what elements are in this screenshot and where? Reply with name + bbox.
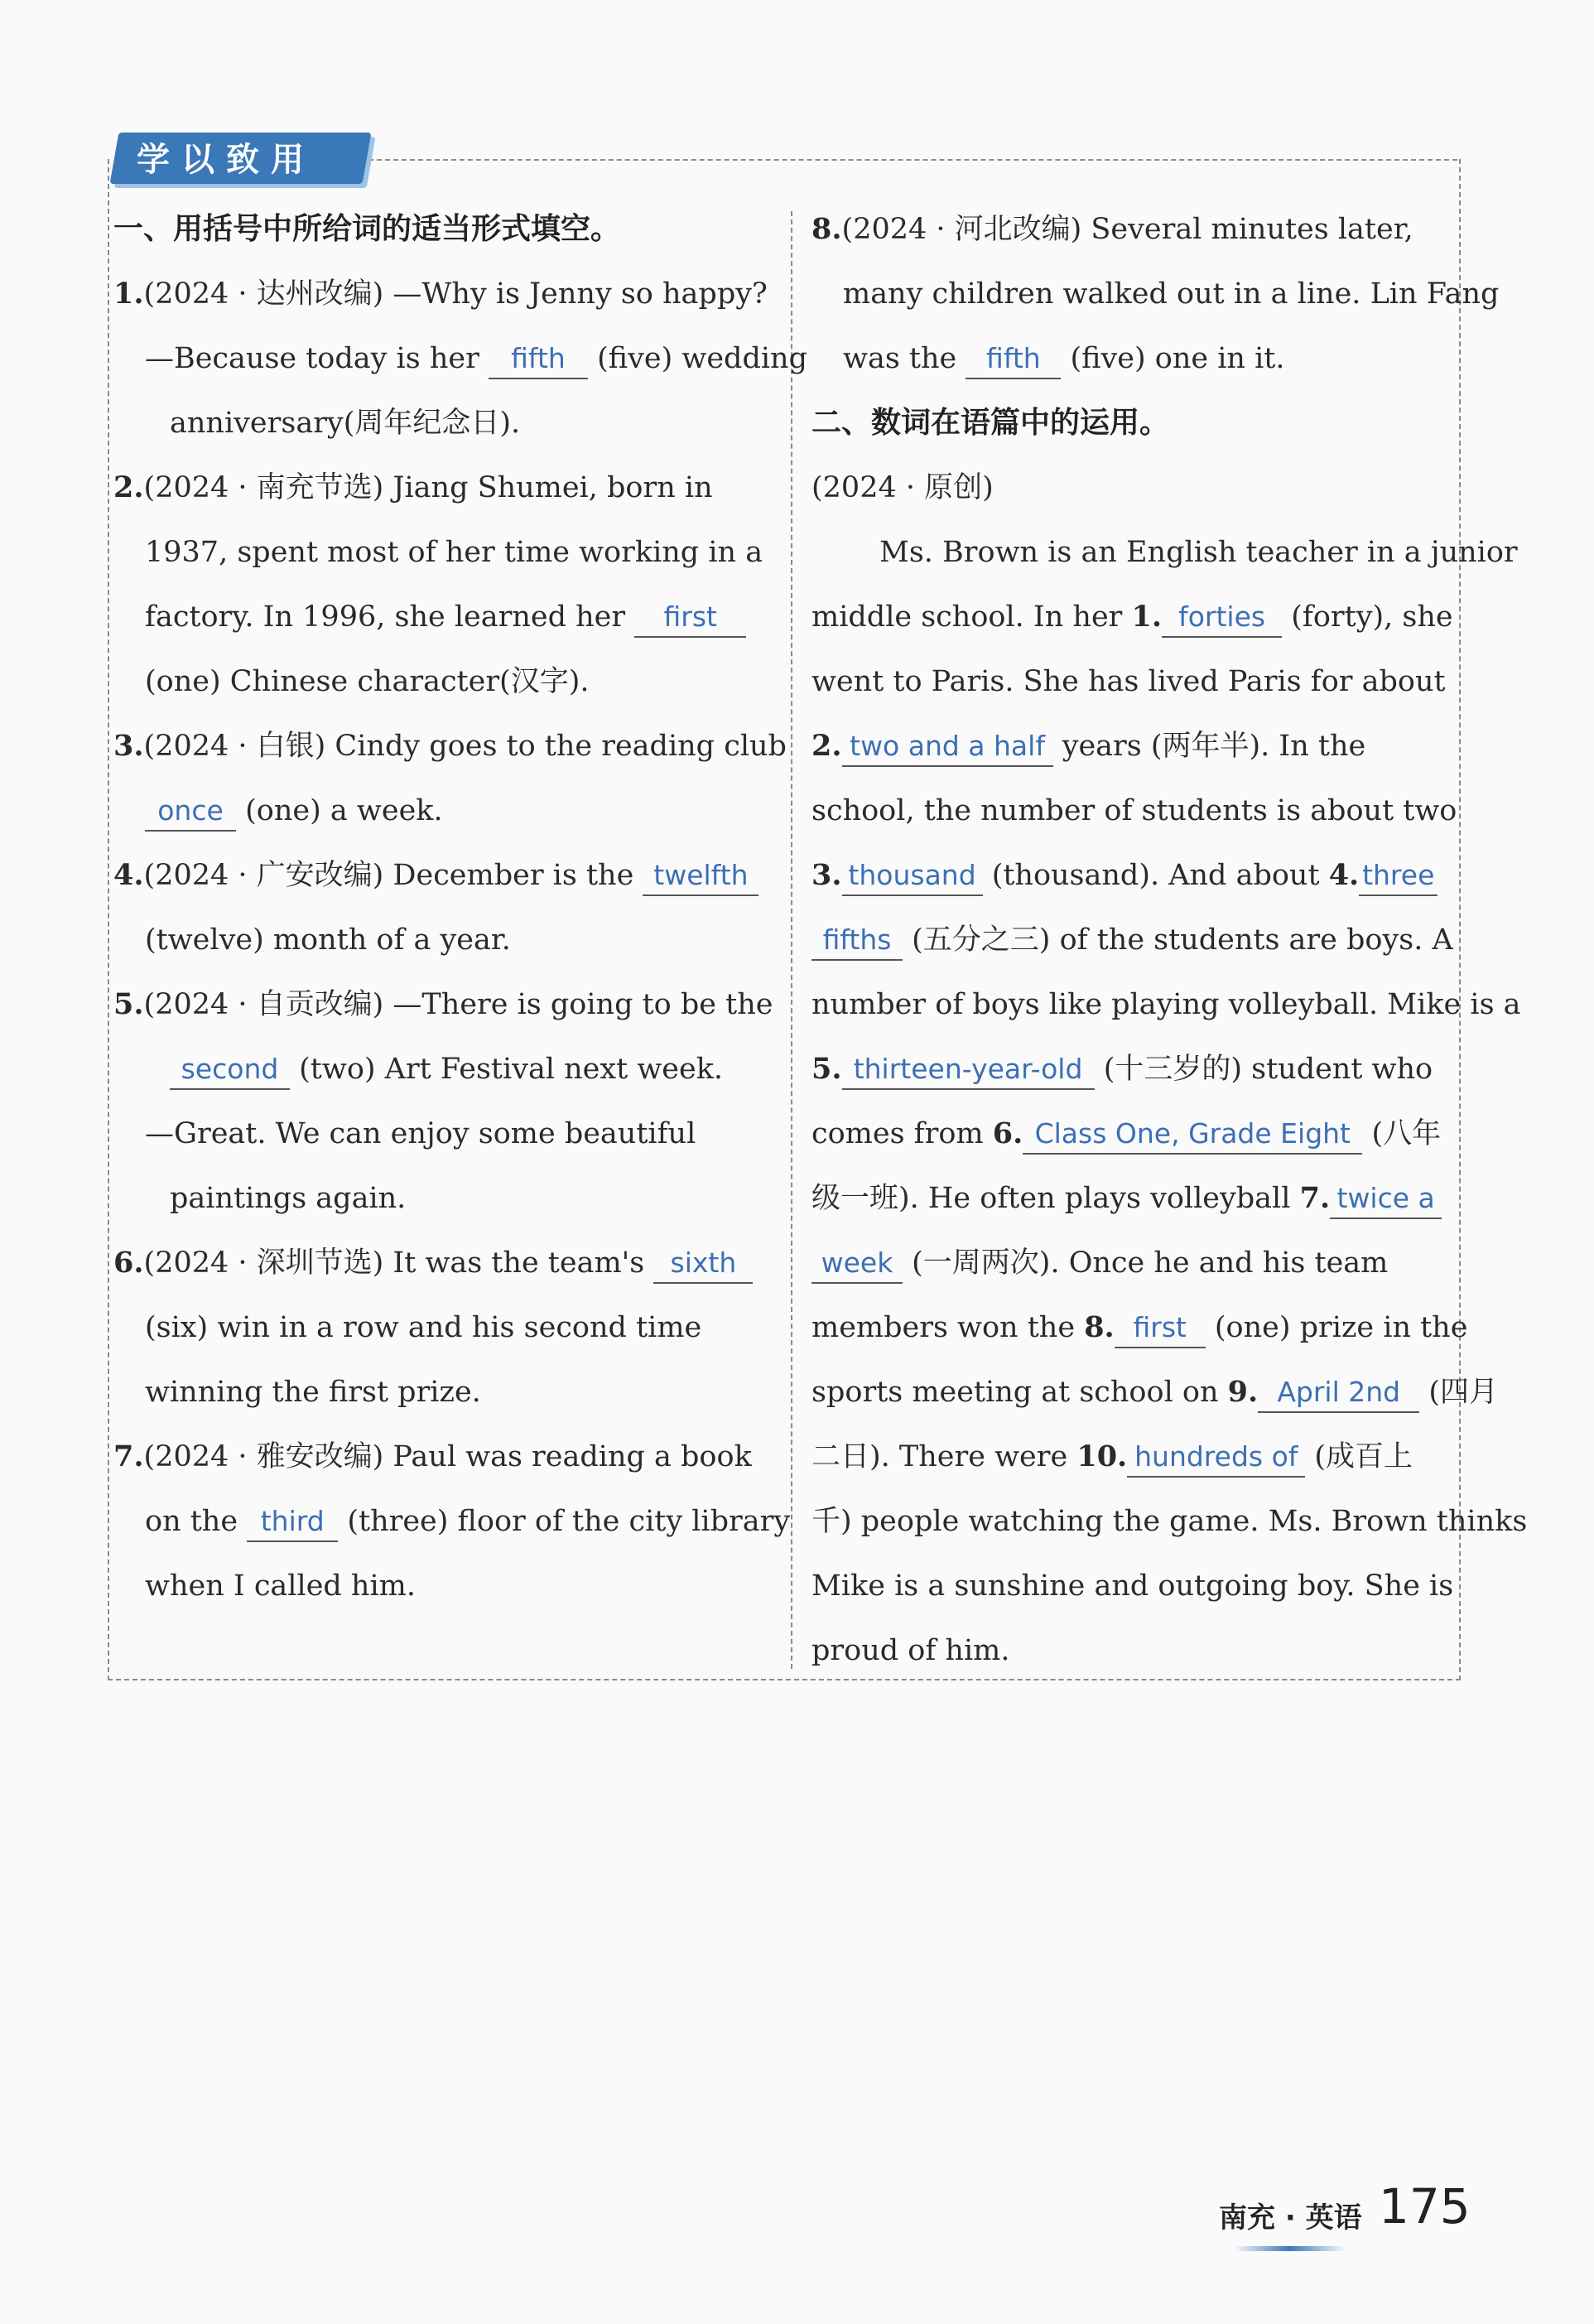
footer-label: 南充 · 英语 xyxy=(1219,2201,1362,2235)
q2-line3 xyxy=(113,585,768,649)
q2-text-b: 1937, spent most of her time working in a xyxy=(145,536,763,569)
passage-line-12 xyxy=(811,1231,1457,1295)
column-divider xyxy=(791,211,792,1669)
q2-text-a: (2024 · 南充节选) Jiang Shumei, born in xyxy=(143,471,713,504)
q1-line3 xyxy=(113,391,768,456)
passage-line-5: school, the number of students is about two xyxy=(811,794,1457,827)
passage-text-12b: (一周两次). Once he and his team xyxy=(912,1246,1389,1280)
q3-answer-blank[interactable]: once xyxy=(145,792,236,832)
passage-text-10a: comes from xyxy=(811,1117,984,1150)
passage-blank-3[interactable]: thousand xyxy=(842,856,983,896)
q8-text-a: (2024 · 河北改编) Several minutes later, xyxy=(841,213,1413,246)
q7-line1 xyxy=(113,1425,768,1489)
q5-line1 xyxy=(113,972,773,1037)
q1-answer-blank[interactable]: fifth xyxy=(489,340,588,379)
q4-answer-blank[interactable]: twelfth xyxy=(643,856,758,896)
q2-line2 xyxy=(113,520,768,585)
q6-line2 xyxy=(113,1295,768,1360)
q1-line2 xyxy=(113,326,807,391)
q3-text-b: (one) a week. xyxy=(245,794,443,827)
q4-text-b: (twelve) month of a year. xyxy=(145,923,511,957)
q4-line1 xyxy=(113,843,768,908)
passage-line-1: Ms. Brown is an English teacher in a junior xyxy=(879,536,1518,569)
q3-line2 xyxy=(113,779,768,843)
q4-number: 4. xyxy=(113,858,144,892)
passage-line-10 xyxy=(811,1102,1457,1166)
q7-text-c: when I called him. xyxy=(145,1569,416,1603)
q8-text-b: many children walked out in a line. Lin Fang xyxy=(843,277,1500,311)
q5-text-d: paintings again. xyxy=(170,1182,407,1215)
passage-line-9 xyxy=(811,1037,1457,1102)
passage-blank-8[interactable]: first xyxy=(1115,1309,1206,1348)
q6-text-b: (six) win in a row and his second time xyxy=(145,1311,702,1344)
q7-answer-blank[interactable]: third xyxy=(247,1502,338,1542)
q7-text-b1: on the xyxy=(145,1505,238,1538)
page-number: 175 xyxy=(1379,2178,1471,2235)
q8-line3 xyxy=(811,326,1457,391)
q6-answer-blank[interactable]: sixth xyxy=(653,1244,753,1284)
passage-num-5: 5. xyxy=(811,1052,842,1086)
q7-text-a: (2024 · 雅安改编) Paul was reading a book xyxy=(143,1440,752,1473)
q2-line4 xyxy=(113,649,768,714)
q5-answer-blank[interactable]: second xyxy=(170,1050,290,1090)
q2-number: 2. xyxy=(113,470,144,504)
q3-number: 3. xyxy=(113,729,144,763)
passage-num-6: 6. xyxy=(992,1116,1023,1150)
passage-line-11 xyxy=(811,1166,1457,1231)
right-column xyxy=(811,197,1528,1683)
passage-blank-5[interactable]: thirteen-year-old xyxy=(842,1050,1095,1090)
passage-line-3: went to Paris. She has lived Paris for about xyxy=(811,665,1446,698)
passage-text-7b: (五分之三) of the students are boys. A xyxy=(912,923,1453,957)
passage-text-11a: 级一班). He often plays volleyball xyxy=(811,1182,1291,1215)
passage-line-17: Mike is a sunshine and outgoing boy. She is xyxy=(811,1569,1454,1603)
passage-blank-4b[interactable]: fifths xyxy=(811,921,903,961)
q8-text-c1: was the xyxy=(843,342,957,375)
passage-text-9b: (十三岁的) student who xyxy=(1103,1053,1433,1086)
q1-text-b2: (five) wedding xyxy=(597,342,807,375)
passage-num-4: 4. xyxy=(1328,858,1360,892)
left-column xyxy=(113,197,807,1618)
q6-text-a: (2024 · 深圳节选) It was the team's xyxy=(143,1246,645,1280)
passage-blank-4a[interactable]: three xyxy=(1359,856,1437,896)
passage-line-16: 千) people watching the game. Ms. Brown thinks xyxy=(811,1505,1528,1538)
passage-text-14a: sports meeting at school on xyxy=(811,1376,1219,1409)
q3-line1 xyxy=(113,714,787,779)
passage-text-2b: (forty), she xyxy=(1291,600,1453,634)
q3-text-a: (2024 · 白银) Cindy goes to the reading club xyxy=(143,730,787,763)
passage-line-14 xyxy=(811,1360,1498,1425)
q5-text-b: (two) Art Festival next week. xyxy=(299,1053,724,1086)
part2-heading: 二、数词在语篇中的运用。 xyxy=(811,406,1170,440)
q8-line2 xyxy=(811,262,1500,326)
passage-num-7: 7. xyxy=(1299,1181,1331,1215)
q7-line3 xyxy=(113,1554,768,1618)
q1-line1 xyxy=(113,262,768,326)
passage-text-10b: (八年 xyxy=(1371,1117,1442,1150)
passage-text-15a: 二日). There were xyxy=(811,1440,1068,1473)
q7-text-b2: (three) floor of the city library xyxy=(347,1505,791,1538)
passage-blank-7a[interactable]: twice a xyxy=(1330,1179,1442,1219)
q1-number: 1. xyxy=(113,277,144,311)
passage-num-3: 3. xyxy=(811,858,842,892)
passage-text-15b: (成百上 xyxy=(1314,1440,1413,1473)
footer-accent-bar xyxy=(1234,2246,1346,2251)
q8-answer-blank[interactable]: fifth xyxy=(966,340,1061,379)
section-badge-text: 学以致用 xyxy=(137,141,315,179)
q1-text-a: (2024 · 达州改编) —Why is Jenny so happy? xyxy=(143,277,768,311)
passage-line-18: proud of him. xyxy=(811,1634,1010,1667)
q2-line1 xyxy=(113,456,768,520)
q7-number: 7. xyxy=(113,1439,144,1473)
q4-text-a: (2024 · 广安改编) December is the xyxy=(143,859,634,892)
part1-heading: 一、用括号中所给词的适当形式填空。 xyxy=(113,212,621,246)
part2-source: (2024 · 原创) xyxy=(811,471,994,504)
q5-number: 5. xyxy=(113,987,144,1021)
q5-text-a: (2024 · 自贡改编) —There is going to be the xyxy=(143,988,773,1021)
passage-text-6a: (thousand). And about xyxy=(991,859,1320,892)
passage-line-4 xyxy=(811,714,1457,779)
passage-blank-9[interactable]: April 2nd xyxy=(1258,1373,1419,1413)
q5-line4 xyxy=(113,1166,768,1231)
q1-text-b1: —Because today is her xyxy=(145,342,479,375)
passage-line-13 xyxy=(811,1295,1468,1360)
passage-line-6 xyxy=(811,843,1457,908)
passage-line-15 xyxy=(811,1425,1457,1489)
passage-text-13b: (one) prize in the xyxy=(1214,1311,1468,1344)
passage-num-1: 1. xyxy=(1131,600,1163,634)
q8-line1 xyxy=(811,197,1457,262)
passage-num-9: 9. xyxy=(1227,1375,1259,1409)
q6-number: 6. xyxy=(113,1246,144,1280)
q5-line2 xyxy=(113,1037,768,1102)
passage-line-7 xyxy=(811,908,1457,972)
q6-line3 xyxy=(113,1360,768,1425)
q5-text-c: —Great. We can enjoy some beautiful xyxy=(145,1117,696,1150)
q6-line1 xyxy=(113,1231,768,1295)
q2-text-d: (one) Chinese character(汉字). xyxy=(145,665,590,698)
passage-blank-2[interactable]: two and a half xyxy=(842,727,1053,767)
passage-line-2 xyxy=(811,585,1457,649)
passage-text-14b: (四月 xyxy=(1428,1376,1498,1409)
q2-text-c1: factory. In 1996, she learned her xyxy=(145,600,626,634)
exercise-frame-top xyxy=(368,159,1457,161)
q8-text-c2: (five) one in it. xyxy=(1070,342,1285,375)
passage-num-10: 10. xyxy=(1076,1439,1128,1473)
passage-text-2a: middle school. In her xyxy=(811,600,1123,634)
passage-blank-6[interactable]: Class One, Grade Eight xyxy=(1023,1115,1362,1155)
q1-text-c: anniversary(周年纪念日). xyxy=(170,407,521,440)
q6-text-c: winning the first prize. xyxy=(145,1376,481,1409)
passage-num-2: 2. xyxy=(811,729,842,763)
passage-blank-1[interactable]: forties xyxy=(1162,598,1282,638)
passage-blank-10[interactable]: hundreds of xyxy=(1127,1438,1305,1478)
passage-text-4b: years (两年半). In the xyxy=(1062,730,1366,763)
q4-line2 xyxy=(113,908,768,972)
passage-line-8: number of boys like playing volleyball. Mike is a xyxy=(811,988,1521,1021)
passage-text-13a: members won the xyxy=(811,1311,1076,1344)
passage-blank-7b[interactable]: week xyxy=(811,1244,903,1284)
q8-number: 8. xyxy=(811,212,842,246)
q2-answer-blank[interactable]: first xyxy=(634,598,746,638)
passage-num-8: 8. xyxy=(1084,1310,1115,1344)
q7-line2 xyxy=(113,1489,791,1554)
q5-line3 xyxy=(113,1102,768,1166)
